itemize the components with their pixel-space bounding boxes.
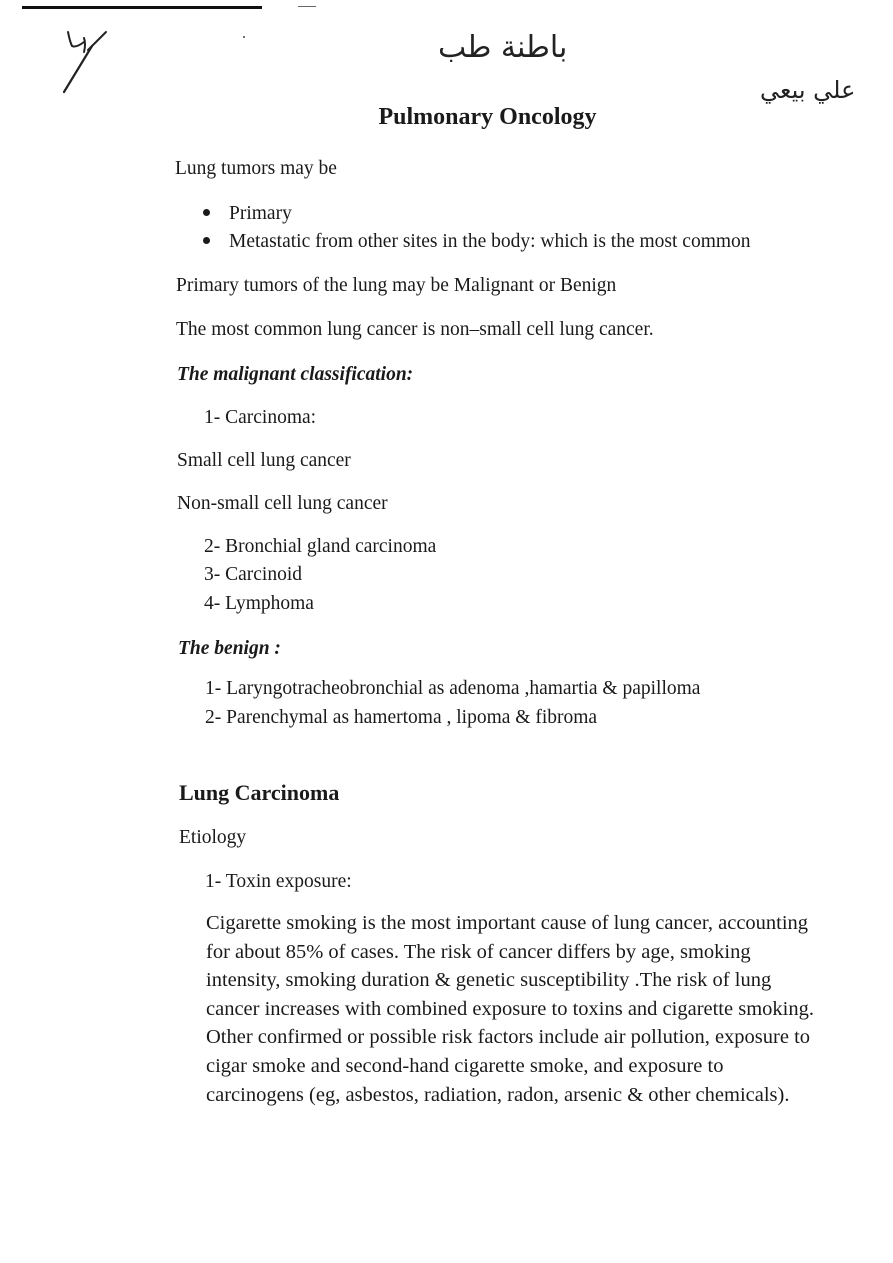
list-item-metastatic: Metastatic from other sites in the body: which is the most common [203, 230, 751, 254]
primary-tumors-line: Primary tumors of the lung may be Malignant or Benign [176, 275, 617, 296]
handwritten-arabic-header: باطنة طب [438, 30, 568, 65]
malignant-heading: The malignant classification: [177, 364, 414, 385]
etiology-heading: Etiology [179, 827, 247, 848]
malignant-item-1: 1- Carcinoma: [204, 407, 317, 428]
bullet-icon [203, 209, 210, 216]
page-title: Pulmonary Oncology [378, 104, 597, 130]
scan-speck [243, 36, 245, 38]
most-common-line: The most common lung cancer is non–small cell lung cancer. [176, 319, 654, 340]
intro-line: Lung tumors may be [175, 158, 337, 179]
malignant-item-4: 4- Lymphoma [204, 593, 314, 614]
malignant-item-3: 3- Carcinoid [204, 564, 303, 585]
etiology-item-1: 1- Toxin exposure: [205, 871, 352, 892]
section-heading-lung-carcinoma: Lung Carcinoma [179, 780, 340, 805]
bullet-icon [203, 237, 210, 244]
top-rule [22, 6, 262, 9]
etiology-paragraph [206, 909, 826, 1109]
paragraph-text: Cigarette smoking is the most important cause of lung cancer, accounting for about 85% of cases. The risk of cancer differs by age, smoking intensity, smoking duration & genetic susceptibility .The risk of lung cancer increases with combined exposure to toxins and cigarette smoking. Other confirmed or possible risk factors include air pollution, exposure to cigar smoke and second-hand cigarette smoke, and exposure to carcinogens (eg, asbestos, radiation, radon, arsenic & other chemicals). [206, 912, 814, 1106]
benign-item-2: 2- Parenchymal as hamertoma , lipoma & fibroma [205, 707, 598, 728]
malignant-sub-small-cell: Small cell lung cancer [177, 450, 351, 471]
benign-heading: The benign : [178, 638, 281, 659]
handwritten-arabic-note: علي بيعي [760, 76, 856, 104]
malignant-item-2: 2- Bronchial gland carcinoma [204, 536, 437, 557]
top-rule-fragment [298, 6, 316, 7]
list-item-primary: Primary [203, 202, 292, 226]
benign-item-1: 1- Laryngotracheobronchial as adenoma ,hamartia & papilloma [205, 678, 701, 699]
malignant-sub-non-small-cell: Non-small cell lung cancer [177, 493, 388, 514]
handwritten-page-mark [58, 28, 110, 96]
